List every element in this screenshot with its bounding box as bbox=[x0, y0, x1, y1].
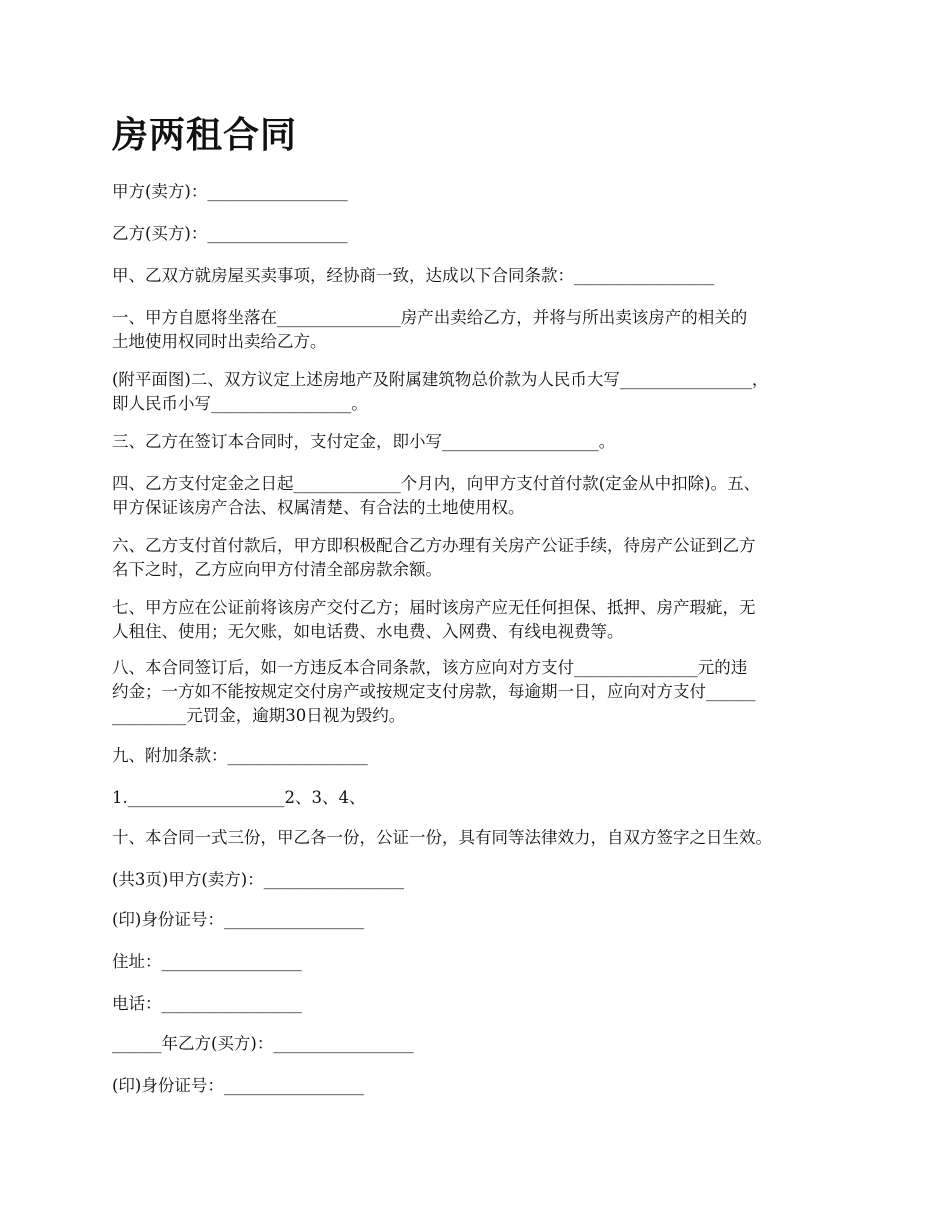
text-line: 三、乙方在签订本合同时，支付定金，即小写___________________。 bbox=[112, 432, 616, 451]
buyer-id-line bbox=[112, 1074, 852, 1098]
text-line: (共3页)甲方(卖方)：_________________ bbox=[112, 870, 404, 889]
text-line: 名下之时，乙方应向甲方付清全部房款余额。 bbox=[112, 560, 442, 579]
clause-1-paragraph bbox=[112, 306, 852, 354]
text-line: 甲方保证该房产合法、权属清楚、有合法的土地使用权。 bbox=[112, 498, 525, 517]
text-line: 八、本合同签订后，如一方违反本合同条款，该方应向对方支付_______________元的违 bbox=[112, 658, 748, 677]
text-line: 住址：_________________ bbox=[112, 952, 302, 971]
text-line: (印)身份证号：_________________ bbox=[112, 1076, 365, 1095]
seller-signature-line bbox=[112, 868, 852, 892]
phone-line bbox=[112, 992, 852, 1016]
text-line: 一、甲方自愿将坐落在_______________房产出卖给乙方，并将与所出卖该房产的相关的 bbox=[112, 308, 748, 327]
text-line: 甲、乙双方就房屋买卖事项，经协商一致，达成以下合同条款：_________________ bbox=[112, 266, 715, 285]
clause-2-paragraph bbox=[112, 368, 852, 416]
text-line: 即人民币小写_________________。 bbox=[112, 394, 368, 413]
text-line: 六、乙方支付首付款后，甲方即积极配合乙方办理有关房产公证手续，待房产公证到乙方 bbox=[112, 536, 756, 555]
text-line: 1.___________________2、3、4、 bbox=[112, 788, 366, 807]
text-line: 九、附加条款：_________________ bbox=[112, 746, 368, 765]
text-line: 土地使用权同时出卖给乙方。 bbox=[112, 332, 327, 351]
clause-6-paragraph bbox=[112, 534, 852, 582]
clause-7-paragraph bbox=[112, 596, 852, 644]
clause-3-paragraph bbox=[112, 430, 852, 454]
text-line: (附平面图)二、双方议定上述房地产及附属建筑物总价款为人民币大写________________， bbox=[112, 370, 769, 389]
party-a-line bbox=[112, 180, 852, 204]
text-line: 约金；一方如不能按规定交付房产或按规定支付房款，每逾期一日，应向对方支付______ bbox=[112, 682, 756, 701]
clause-8-paragraph bbox=[112, 656, 852, 728]
text-line: 乙方(买方)：_________________ bbox=[112, 224, 348, 243]
text-line: ______年乙方(买方)：_________________ bbox=[112, 1034, 414, 1053]
text-line: 人租住、使用；无欠账，如电话费、水电费、入网费、有线电视费等。 bbox=[112, 622, 624, 641]
text-line: 十、本合同一式三份，甲乙各一份，公证一份，具有同等法律效力，自双方签字之日生效。 bbox=[112, 828, 772, 847]
preamble-paragraph bbox=[112, 264, 852, 288]
text-line: (印)身份证号：_________________ bbox=[112, 910, 365, 929]
party-b-line bbox=[112, 222, 852, 246]
seller-id-line bbox=[112, 908, 852, 932]
clause-4-5-paragraph bbox=[112, 472, 852, 520]
additional-items-line bbox=[112, 786, 852, 810]
address-line bbox=[112, 950, 852, 974]
text-line: 四、乙方支付定金之日起_____________个月内，向甲方支付首付款(定金从中扣除)。五、 bbox=[112, 474, 761, 493]
buyer-signature-line bbox=[112, 1032, 852, 1056]
document-title: 房两租合同 bbox=[112, 114, 298, 156]
text-line: _________元罚金，逾期30日视为毁约。 bbox=[112, 706, 406, 725]
text-line: 七、甲方应在公证前将该房产交付乙方；届时该房产应无任何担保、抵押、房产瑕疵，无 bbox=[112, 598, 756, 617]
text-line: 甲方(卖方)：_________________ bbox=[112, 182, 348, 201]
clause-9-paragraph bbox=[112, 744, 852, 768]
text-line: 电话：_________________ bbox=[112, 994, 302, 1013]
clause-10-paragraph bbox=[112, 826, 852, 850]
